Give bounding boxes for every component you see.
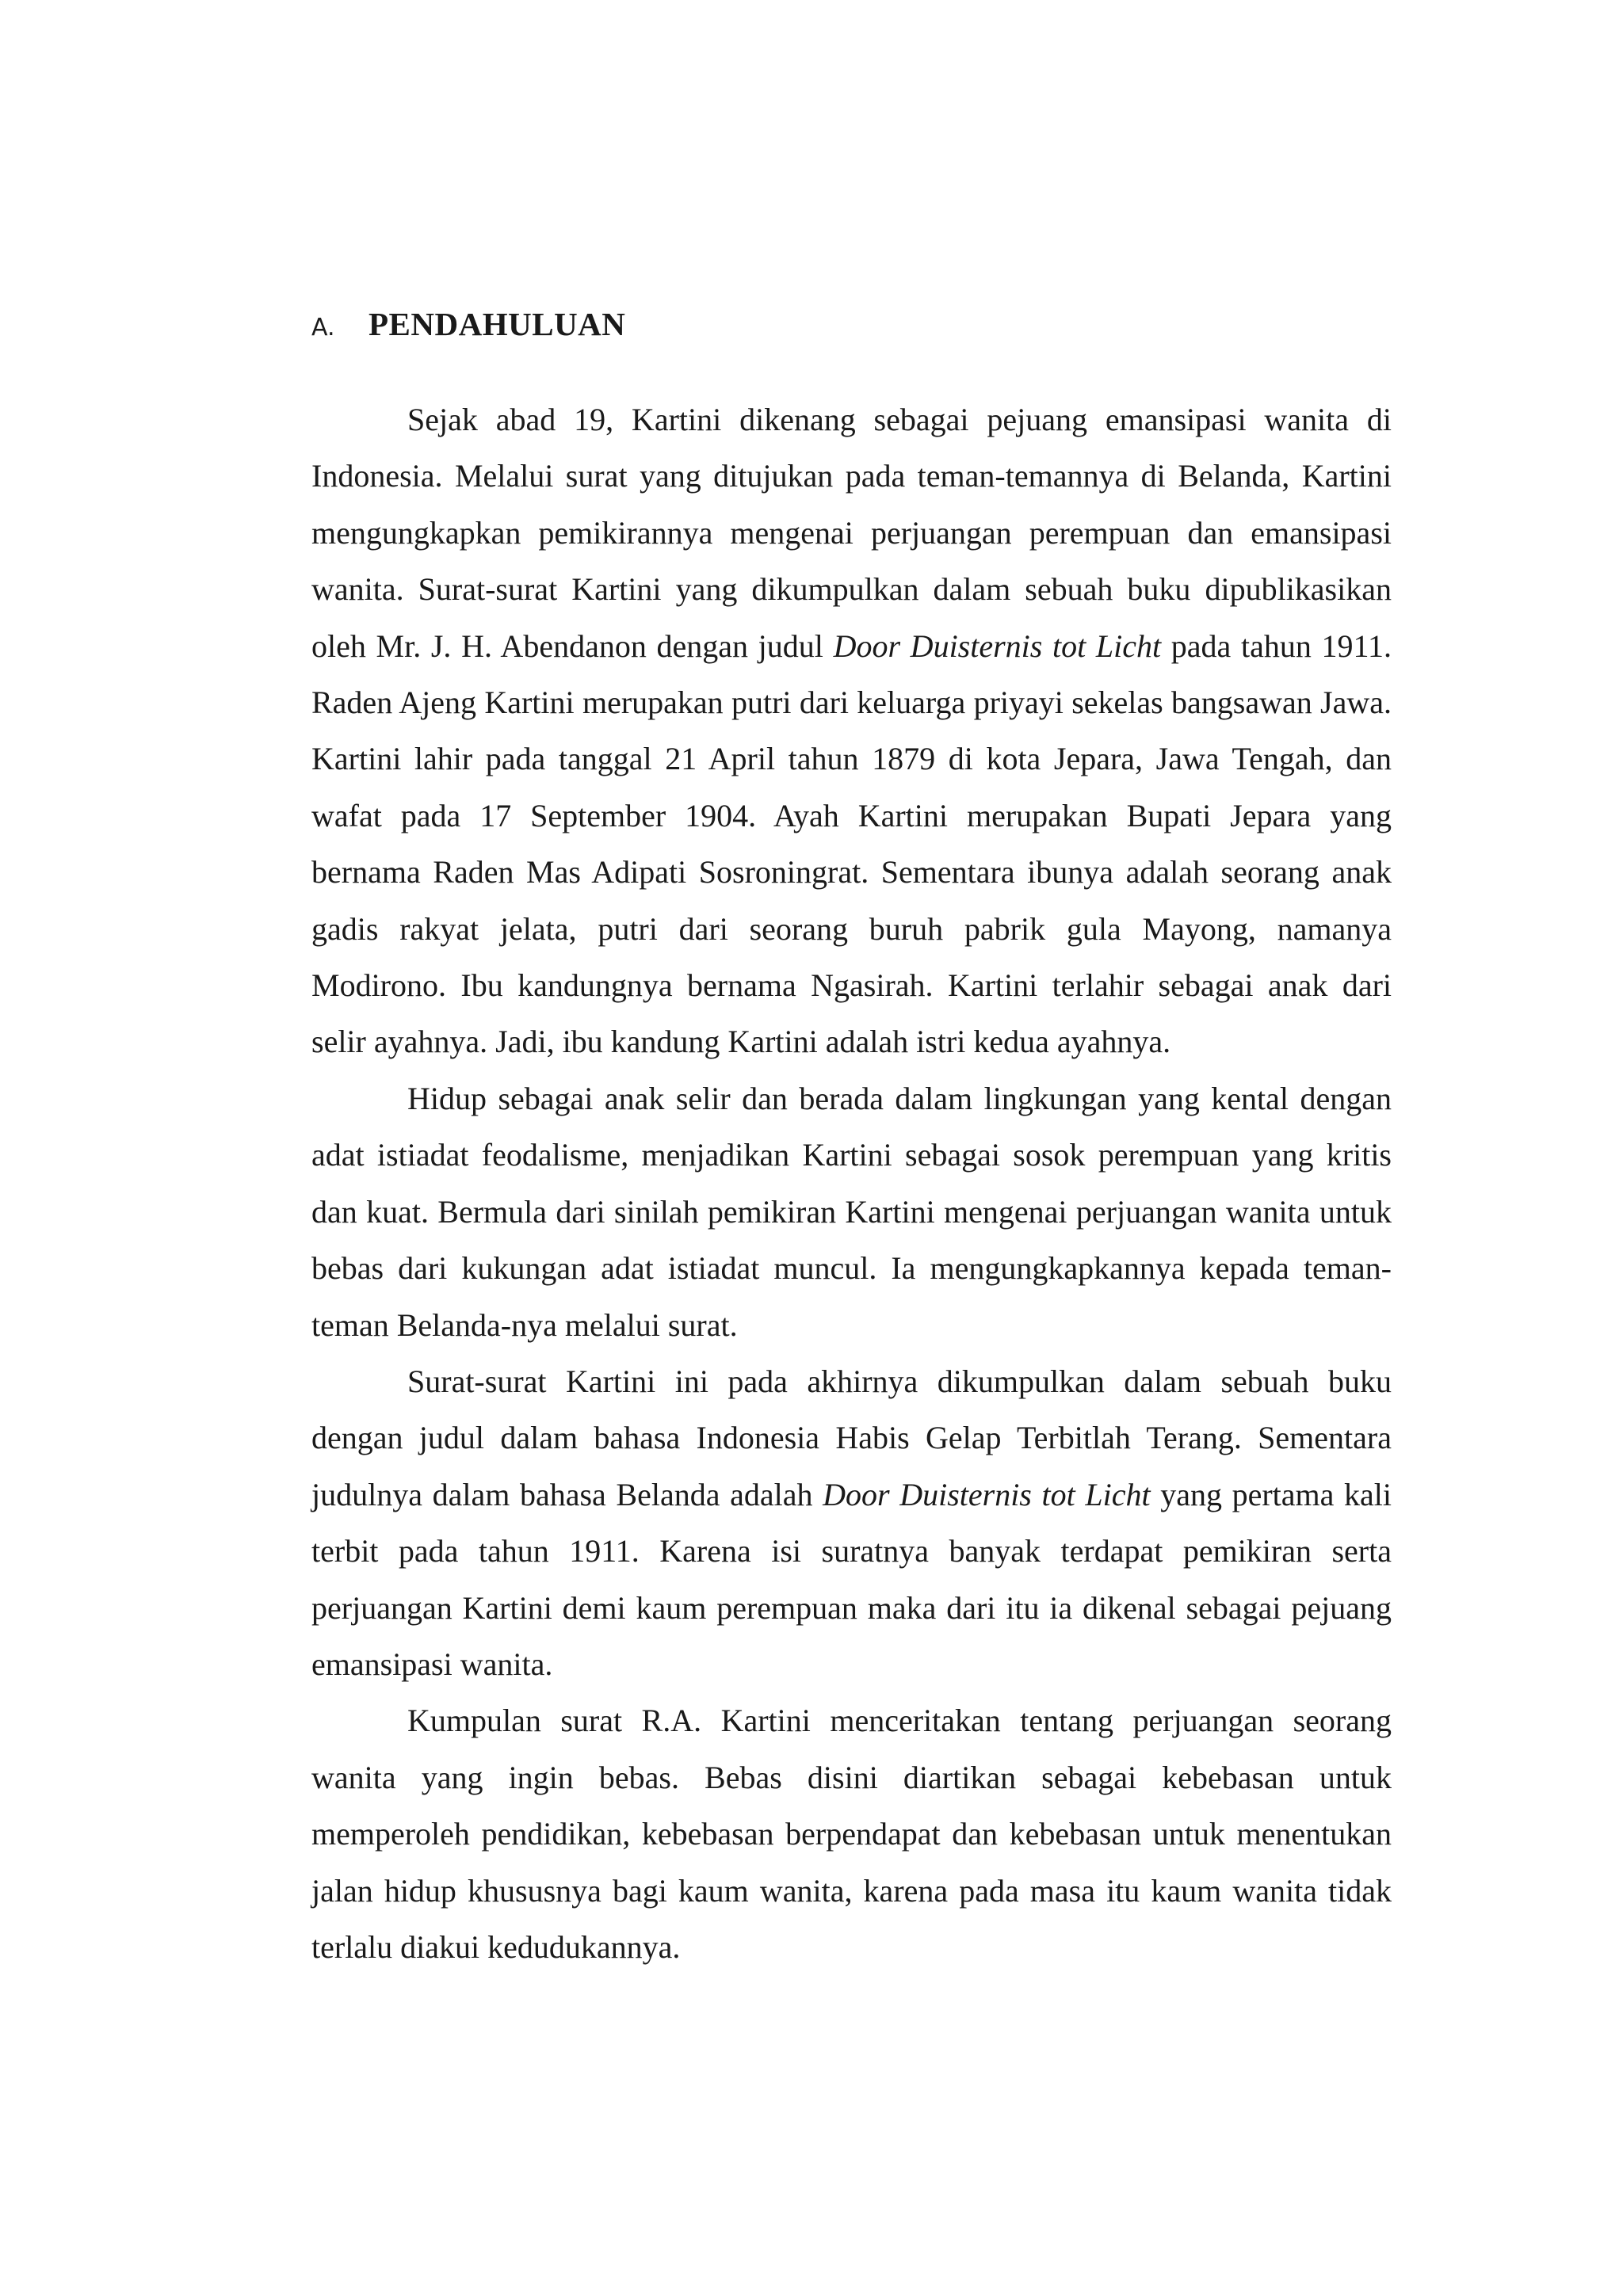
text-run: yang pertama kali terbit pada tahun 1911. Karena isi suratnya banyak terdapat pemikiran serta perjuangan Kartini demi kaum perempuan maka dari itu ia dikenal sebagai pejuang emansipasi wanita.	[311, 1476, 1392, 1682]
paragraph-2	[311, 1070, 1392, 1353]
section-heading	[311, 305, 625, 353]
paragraph-1	[311, 391, 1392, 1070]
paragraph-3	[311, 1353, 1392, 1692]
text-run: Kumpulan surat R.A. Kartini menceritakan tentang perjuangan seorang wanita yang ingin bebas. Bebas disini diartikan sebagai kebebasan untuk memperoleh pendidikan, kebebasan berpendapat dan kebebasan untuk menentukan jalan hidup khususnya bagi kaum wanita, karena pada masa itu kaum wanita tidak terlalu diakui kedudukannya.	[311, 1703, 1392, 1965]
book-title-italic: Door Duisternis tot Licht	[823, 1476, 1151, 1512]
text-run: pada tahun 1911. Raden Ajeng Kartini merupakan putri dari keluarga priyayi sekelas bangsawan Jawa. Kartini lahir pada tanggal 21 April tahun 1879 di kota Jepara, Jawa Tengah, dan wafat pada 17 September 1904. Ayah Kartini merupakan Bupati Jepara yang bernama Raden Mas Adipati Sosroningrat. Sementara ibunya adalah seorang anak gadis rakyat jelata, putri dari seorang buruh pabrik gula Mayong, namanya Modirono. Ibu kandungnya bernama Ngasirah. Kartini terlahir sebagai anak dari selir ayahnya. Jadi, ibu kandung Kartini adalah istri kedua ayahnya.	[311, 627, 1392, 1060]
text-run: Surat-surat Kartini ini pada akhirnya dikumpulkan dalam sebuah buku dengan judul dalam bahasa Indonesia Habis Gelap Terbitlah Terang. Sementara judulnya dalam bahasa Belanda adalah	[311, 1363, 1392, 1512]
paragraph-4	[311, 1692, 1392, 1975]
text-run: Sejak abad 19, Kartini dikenang sebagai pejuang emansipasi wanita di Indonesia. Melalui surat yang ditujukan pada teman-temannya di Belanda, Kartini mengungkapkan pemikirannya mengenai perjuangan perempuan dan emansipasi wanita. Surat-surat Kartini yang dikumpulkan dalam sebuah buku dipublikasikan oleh Mr. J. H. Abendanon dengan judul	[311, 402, 1392, 664]
book-title-italic: Door Duisternis tot Licht	[833, 627, 1162, 664]
section-number: A.	[311, 314, 335, 341]
body-text	[311, 391, 1392, 1975]
section-title: PENDAHULUAN	[369, 306, 626, 342]
text-run: Hidup sebagai anak selir dan berada dalam lingkungan yang kental dengan adat istiadat feodalisme, menjadikan Kartini sebagai sosok perempuan yang kritis dan kuat. Bermula dari sinilah pemikiran Kartini mengenai perjuangan wanita untuk bebas dari kukungan adat istiadat muncul. Ia mengungkapkannya kepada teman-teman Belanda-nya melalui surat.	[311, 1080, 1392, 1343]
